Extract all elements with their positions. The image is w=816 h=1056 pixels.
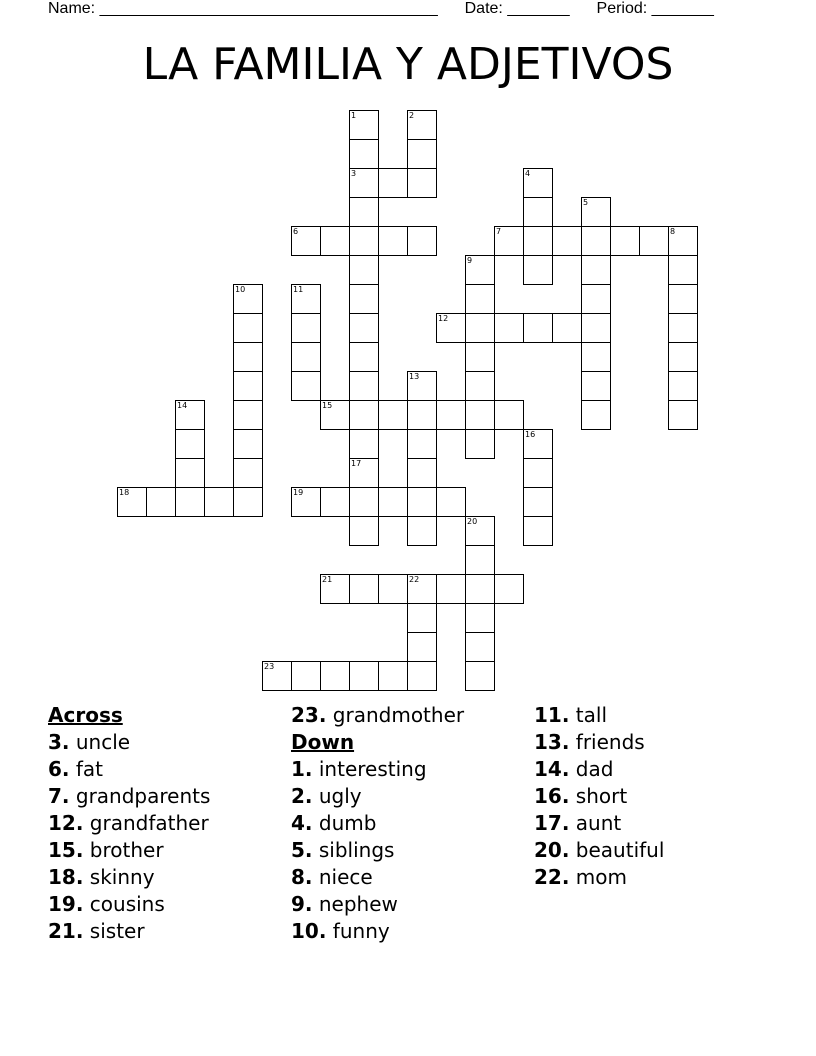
- grid-cell[interactable]: [378, 400, 408, 430]
- grid-cell[interactable]: [581, 400, 611, 430]
- clue-item: [291, 837, 464, 864]
- grid-cell[interactable]: [407, 574, 437, 604]
- grid-cell[interactable]: [552, 313, 582, 343]
- clue-number: 2: [409, 111, 415, 120]
- grid-cell[interactable]: [407, 458, 437, 488]
- clue-item-number: 12.: [48, 811, 84, 835]
- name-field[interactable]: Name: ______________________________________: [48, 0, 438, 17]
- grid-cell[interactable]: [349, 516, 379, 546]
- clue-item-number: 8.: [291, 865, 313, 889]
- grid-cell[interactable]: [465, 400, 495, 430]
- grid-cell[interactable]: [407, 139, 437, 169]
- grid-cell[interactable]: [436, 574, 466, 604]
- grid-cell[interactable]: [581, 284, 611, 314]
- grid-cell[interactable]: [407, 516, 437, 546]
- grid-cell[interactable]: [349, 139, 379, 169]
- clue-item: [291, 810, 464, 837]
- grid-cell[interactable]: [523, 168, 553, 198]
- clue-item-number: 6.: [48, 757, 70, 781]
- clue-item: [534, 783, 664, 810]
- grid-cell[interactable]: [465, 661, 495, 691]
- grid-cell[interactable]: [465, 342, 495, 372]
- clue-number: 8: [670, 227, 676, 236]
- clue-item-number: 22.: [534, 865, 570, 889]
- grid-cell[interactable]: [175, 458, 205, 488]
- clue-item: [48, 864, 210, 891]
- clue-item-text: cousins: [89, 892, 165, 916]
- clue-item-text: grandfather: [89, 811, 209, 835]
- grid-cell[interactable]: [407, 632, 437, 662]
- grid-cell[interactable]: [407, 661, 437, 691]
- grid-cell[interactable]: [349, 429, 379, 459]
- clue-number: 1: [351, 111, 357, 120]
- grid-cell[interactable]: [668, 342, 698, 372]
- clue-number: 21: [322, 575, 333, 584]
- clue-item-number: 21.: [48, 919, 84, 943]
- grid-cell[interactable]: [494, 313, 524, 343]
- grid-cell[interactable]: [117, 487, 147, 517]
- grid-cell[interactable]: [349, 342, 379, 372]
- grid-cell[interactable]: [668, 400, 698, 430]
- clue-item: [48, 810, 210, 837]
- clue-column-3: [534, 702, 664, 891]
- grid-cell[interactable]: [523, 487, 553, 517]
- grid-cell[interactable]: [523, 255, 553, 285]
- grid-cell[interactable]: [349, 661, 379, 691]
- clue-item-text: aunt: [575, 811, 622, 835]
- clue-item: [534, 729, 664, 756]
- clue-item-text: dad: [575, 757, 614, 781]
- clue-item-text: ugly: [318, 784, 362, 808]
- grid-cell[interactable]: [407, 168, 437, 198]
- clue-item-number: 4.: [291, 811, 313, 835]
- page-title: LA FAMILIA Y ADJETIVOS: [142, 39, 674, 90]
- grid-cell[interactable]: [494, 226, 524, 256]
- grid-cell[interactable]: [175, 487, 205, 517]
- clue-item-number: 11.: [534, 703, 570, 727]
- grid-cell[interactable]: [233, 458, 263, 488]
- clue-item-text: brother: [89, 838, 164, 862]
- clue-item: [534, 837, 664, 864]
- grid-cell[interactable]: [233, 371, 263, 401]
- grid-cell[interactable]: [291, 226, 321, 256]
- clue-item: [291, 891, 464, 918]
- grid-cell[interactable]: [204, 487, 234, 517]
- grid-cell[interactable]: [465, 429, 495, 459]
- grid-cell[interactable]: [465, 255, 495, 285]
- clue-item: [48, 837, 210, 864]
- clue-column-1: [48, 702, 210, 945]
- clue-item: [48, 783, 210, 810]
- clue-item: [291, 864, 464, 891]
- grid-cell[interactable]: [233, 429, 263, 459]
- clue-item-text: interesting: [318, 757, 427, 781]
- clue-item: [48, 918, 210, 945]
- clue-item-text: skinny: [89, 865, 155, 889]
- grid-cell[interactable]: [581, 226, 611, 256]
- grid-cell[interactable]: [175, 429, 205, 459]
- grid-cell[interactable]: [320, 400, 350, 430]
- clue-number: 15: [322, 401, 333, 410]
- grid-cell[interactable]: [349, 574, 379, 604]
- grid-cell[interactable]: [291, 284, 321, 314]
- grid-cell[interactable]: [407, 226, 437, 256]
- clue-number: 14: [177, 401, 188, 410]
- grid-cell[interactable]: [349, 226, 379, 256]
- grid-cell[interactable]: [320, 487, 350, 517]
- clue-item-text: niece: [318, 865, 373, 889]
- grid-cell[interactable]: [407, 603, 437, 633]
- clue-item: [291, 783, 464, 810]
- clue-item-number: 10.: [291, 919, 327, 943]
- clue-item-number: 13.: [534, 730, 570, 754]
- clue-item-number: 19.: [48, 892, 84, 916]
- clue-section-header: Across: [48, 703, 123, 727]
- clue-item: [291, 702, 464, 729]
- date-field[interactable]: Date: _______: [464, 0, 570, 17]
- grid-cell[interactable]: [320, 226, 350, 256]
- clue-item-text: short: [575, 784, 628, 808]
- clue-item-text: nephew: [318, 892, 398, 916]
- grid-cell[interactable]: [349, 255, 379, 285]
- clue-item-text: siblings: [318, 838, 395, 862]
- grid-cell[interactable]: [610, 226, 640, 256]
- clue-number: 5: [583, 198, 589, 207]
- grid-cell[interactable]: [407, 429, 437, 459]
- grid-cell[interactable]: [233, 313, 263, 343]
- grid-cell[interactable]: [349, 487, 379, 517]
- grid-cell[interactable]: [291, 661, 321, 691]
- clue-number: 22: [409, 575, 420, 584]
- grid-cell[interactable]: [639, 226, 669, 256]
- grid-cell[interactable]: [465, 284, 495, 314]
- clue-item: [291, 756, 464, 783]
- clue-number: 18: [119, 488, 130, 497]
- clue-item-number: 1.: [291, 757, 313, 781]
- clue-column-2: [291, 702, 464, 945]
- grid-cell[interactable]: [668, 284, 698, 314]
- clue-item: [48, 891, 210, 918]
- grid-cell[interactable]: [465, 574, 495, 604]
- grid-cell[interactable]: [378, 168, 408, 198]
- clue-item-number: 17.: [534, 811, 570, 835]
- clue-item-text: uncle: [75, 730, 131, 754]
- clue-item-number: 9.: [291, 892, 313, 916]
- grid-cell[interactable]: [523, 226, 553, 256]
- grid-cell[interactable]: [349, 168, 379, 198]
- grid-cell[interactable]: [523, 458, 553, 488]
- grid-cell[interactable]: [349, 313, 379, 343]
- grid-cell[interactable]: [436, 400, 466, 430]
- grid-cell[interactable]: [262, 661, 292, 691]
- clue-item-number: 7.: [48, 784, 70, 808]
- clue-item-number: 18.: [48, 865, 84, 889]
- grid-cell[interactable]: [523, 197, 553, 227]
- grid-cell[interactable]: [349, 110, 379, 140]
- grid-cell[interactable]: [668, 226, 698, 256]
- clue-item-text: grandparents: [75, 784, 211, 808]
- clue-item-number: 16.: [534, 784, 570, 808]
- grid-cell[interactable]: [523, 313, 553, 343]
- clue-number: 19: [293, 488, 304, 497]
- grid-cell[interactable]: [378, 226, 408, 256]
- grid-cell[interactable]: [349, 371, 379, 401]
- grid-cell[interactable]: [523, 429, 553, 459]
- clue-number: 7: [496, 227, 502, 236]
- grid-cell[interactable]: [378, 661, 408, 691]
- grid-cell[interactable]: [523, 516, 553, 546]
- clue-number: 13: [409, 372, 420, 381]
- grid-cell[interactable]: [233, 284, 263, 314]
- clue-item: [534, 756, 664, 783]
- grid-cell[interactable]: [465, 632, 495, 662]
- grid-cell[interactable]: [378, 487, 408, 517]
- grid-cell[interactable]: [233, 400, 263, 430]
- clue-item-text: tall: [575, 703, 608, 727]
- clue-item-number: 3.: [48, 730, 70, 754]
- clue-item-number: 23.: [291, 703, 327, 727]
- clue-number: 6: [293, 227, 299, 236]
- grid-cell[interactable]: [465, 516, 495, 546]
- clue-number: 4: [525, 169, 531, 178]
- grid-cell[interactable]: [291, 342, 321, 372]
- grid-cell[interactable]: [465, 371, 495, 401]
- clue-number: 16: [525, 430, 536, 439]
- clue-item: [48, 729, 210, 756]
- clue-number: 9: [467, 256, 473, 265]
- clue-item-number: 14.: [534, 757, 570, 781]
- clue-item: [534, 864, 664, 891]
- clue-item-text: grandmother: [332, 703, 465, 727]
- grid-cell[interactable]: [349, 400, 379, 430]
- grid-cell[interactable]: [291, 313, 321, 343]
- clue-number: 12: [438, 314, 449, 323]
- clue-item-text: sister: [89, 919, 145, 943]
- clue-number: 3: [351, 169, 357, 178]
- grid-cell[interactable]: [349, 197, 379, 227]
- grid-cell[interactable]: [668, 371, 698, 401]
- grid-cell[interactable]: [407, 110, 437, 140]
- grid-cell[interactable]: [175, 400, 205, 430]
- clue-section-header: Down: [291, 730, 355, 754]
- grid-cell[interactable]: [320, 574, 350, 604]
- clue-item-text: beautiful: [575, 838, 665, 862]
- clue-number: 23: [264, 662, 275, 671]
- clue-number: 20: [467, 517, 478, 526]
- clue-item-text: fat: [75, 757, 104, 781]
- clue-item-text: funny: [332, 919, 390, 943]
- clue-item: [48, 756, 210, 783]
- grid-cell[interactable]: [581, 313, 611, 343]
- grid-cell[interactable]: [146, 487, 176, 517]
- clue-item: [291, 918, 464, 945]
- grid-cell[interactable]: [494, 400, 524, 430]
- grid-cell[interactable]: [291, 371, 321, 401]
- clue-number: 17: [351, 459, 362, 468]
- grid-cell[interactable]: [494, 574, 524, 604]
- grid-cell[interactable]: [581, 371, 611, 401]
- clue-item: [534, 702, 664, 729]
- grid-cell[interactable]: [581, 197, 611, 227]
- clue-item-text: friends: [575, 730, 645, 754]
- grid-cell[interactable]: [552, 226, 582, 256]
- grid-cell[interactable]: [378, 574, 408, 604]
- grid-cell[interactable]: [668, 255, 698, 285]
- grid-cell[interactable]: [233, 487, 263, 517]
- clue-number: 11: [293, 285, 304, 294]
- clue-item-number: 15.: [48, 838, 84, 862]
- grid-cell[interactable]: [407, 400, 437, 430]
- grid-cell[interactable]: [407, 487, 437, 517]
- clue-item-number: 20.: [534, 838, 570, 862]
- clue-item-number: 5.: [291, 838, 313, 862]
- clue-item: [534, 810, 664, 837]
- grid-cell[interactable]: [668, 313, 698, 343]
- grid-cell[interactable]: [581, 255, 611, 285]
- grid-cell[interactable]: [349, 284, 379, 314]
- grid-cell[interactable]: [581, 342, 611, 372]
- grid-cell[interactable]: [407, 371, 437, 401]
- grid-cell[interactable]: [436, 313, 466, 343]
- grid-cell[interactable]: [320, 661, 350, 691]
- grid-cell[interactable]: [291, 487, 321, 517]
- grid-cell[interactable]: [436, 487, 466, 517]
- period-field[interactable]: Period: _______: [596, 0, 714, 17]
- clue-item-text: mom: [575, 865, 627, 889]
- clue-item-text: dumb: [318, 811, 377, 835]
- clue-item-number: 2.: [291, 784, 313, 808]
- grid-cell[interactable]: [349, 458, 379, 488]
- grid-cell[interactable]: [465, 313, 495, 343]
- grid-cell[interactable]: [465, 603, 495, 633]
- grid-cell[interactable]: [233, 342, 263, 372]
- clue-number: 10: [235, 285, 246, 294]
- grid-cell[interactable]: [465, 545, 495, 575]
